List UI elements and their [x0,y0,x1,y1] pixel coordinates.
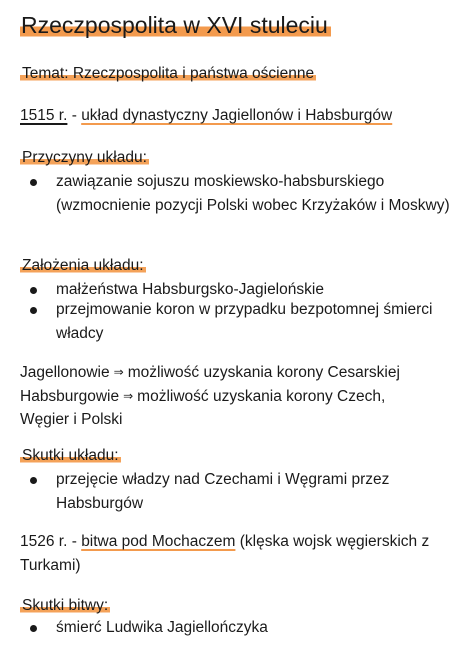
battle-name: bitwa pod Mochaczem [81,533,236,550]
topic-line [20,62,316,86]
bullet-icon [30,307,37,314]
assumptions-heading: Założenia układu: [22,257,144,274]
treaty-year: 1515 r. [20,107,68,124]
list-item: śmierć Ludwika Jagiellończyka [20,616,460,640]
outcome-line-3: Węgier i Polski [20,411,123,428]
bullet-icon [30,625,37,632]
topic-text: Temat: Rzeczpospolita i państwa ościenne [22,65,315,82]
page-title: Rzeczpospolita w XVI stuleciu [20,8,331,42]
outcome-line-2: Habsburgowie ⇒ możliwość uzyskania korony Czech, [20,388,386,405]
list-item: małżeństwa Habsburgsko-Jagielońskie [20,278,460,302]
battle-line-2: Turkami) [20,557,81,574]
battle-effects-heading: Skutki bitwy: [22,597,109,614]
arrow-icon: ⇒ [113,365,124,379]
list-item: przejęcie władzy nad Czechami i Węgrami przez Habsburgów [20,468,460,516]
outcome-line-1: Jagellonowie ⇒ możliwość uzyskania korony Cesarskiej [20,364,400,381]
treaty-text: układ dynastyczny Jagiellonów i Habsburgów [81,107,393,124]
arrow-icon: ⇒ [123,389,134,403]
bullet-icon [30,179,37,186]
bullet-icon [30,287,37,294]
causes-heading: Przyczyny układu: [22,149,147,166]
list-item: przejmowanie koron w przypadku bezpotomnej śmierci władcy [20,298,460,346]
treaty-line: 1515 r. - układ dynastyczny Jagiellonów i Habsburgów [20,107,393,124]
list-item: zawiązanie sojuszu moskiewsko-habsburskiego (wzmocnienie pozycji Polski wobec Krzyżaków i Moskwy) [20,170,460,242]
effects-heading: Skutki układu: [22,447,119,464]
battle-line: 1526 r. - bitwa pod Mochaczem (klęska wojsk węgierskich z [20,533,430,550]
bullet-icon [30,477,37,484]
